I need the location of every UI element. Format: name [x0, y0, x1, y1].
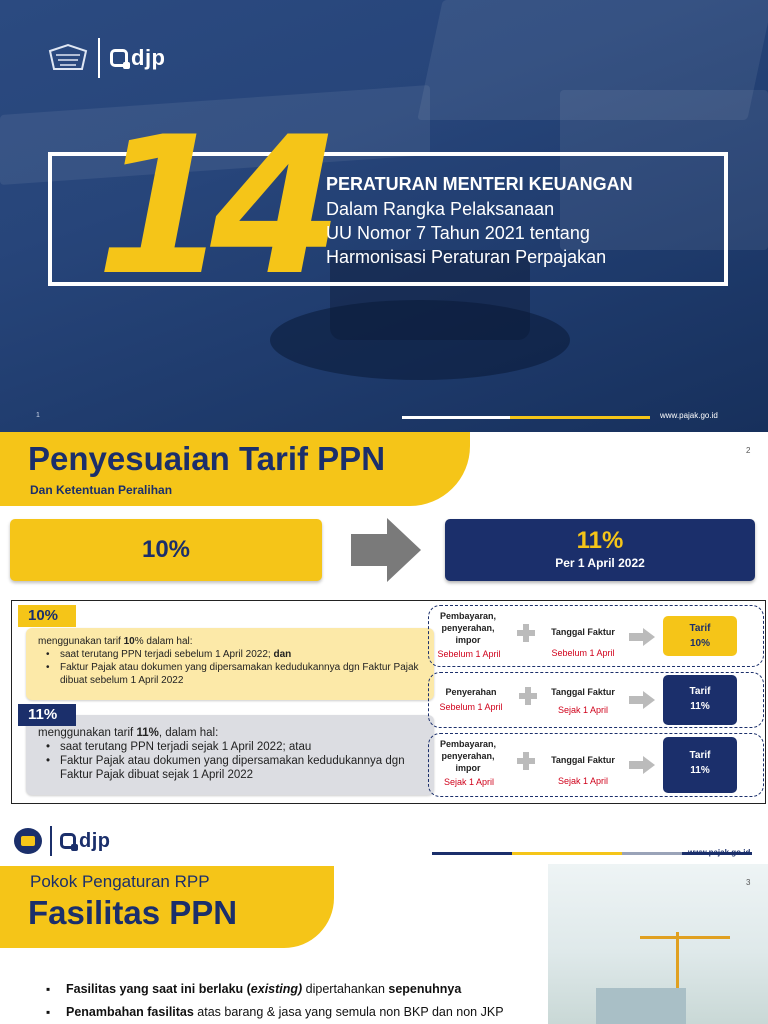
slide-title: Fasilitas PPN — [28, 894, 238, 931]
event-label: Pembayaran, penyerahan, impor — [439, 739, 497, 773]
faktur-label: Tanggal Faktur — [551, 627, 615, 637]
rate10-label: 10% — [18, 605, 76, 627]
crane-jib — [640, 936, 730, 939]
tarif-badge: Tarif 11% — [663, 737, 737, 793]
djp-mark-icon — [110, 49, 128, 67]
event-label: Penyerahan — [445, 687, 497, 697]
faktur-when: Sebelum 1 April — [551, 648, 615, 658]
faktur-label: Tanggal Faktur — [551, 687, 615, 697]
slide-title: Penyesuaian Tarif PPN — [28, 440, 386, 477]
djp-logo-text: djp — [79, 829, 111, 852]
plus-icon — [519, 687, 537, 705]
faktur-label: Tanggal Faktur — [551, 755, 615, 765]
plus-icon — [517, 752, 535, 770]
footer-url[interactable]: www.pajak.go.id — [660, 411, 718, 420]
rate10-bullet: • Faktur Pajak atau dokumen yang dipersamakan kedudukannya dgn Faktur Pajak dibuat sebelum 1 April 2022 — [38, 661, 434, 687]
arrow-right-icon — [629, 628, 655, 646]
page-number: 2 — [746, 446, 751, 455]
djp-logo-text: djp — [131, 45, 166, 70]
cover-title — [326, 174, 726, 269]
cover-slide — [0, 0, 768, 432]
facility-bullet: ▪ Penambahan fasilitas atas barang & jasa yang semula non BKP dan non JKP — [46, 1005, 546, 1019]
event-when: Sebelum 1 April — [437, 649, 501, 659]
event-when: Sejak 1 April — [443, 777, 495, 787]
details-panel — [11, 600, 766, 804]
faktur-when: Sejak 1 April — [557, 705, 609, 715]
new-rate-date: Per 1 April 2022 — [555, 556, 645, 570]
new-rate-value: 11% — [576, 527, 624, 554]
rule-row — [428, 672, 764, 728]
fasilitas-ppn-slide — [0, 812, 768, 1024]
arrow-right-icon — [629, 691, 655, 709]
ministry-emblem-icon — [14, 828, 42, 854]
djp-logo — [60, 830, 111, 853]
facility-bullet: ▪ Fasilitas yang saat ini berlaku (existing) dipertahankan sepenuhnya — [46, 982, 546, 996]
plus-icon — [517, 624, 535, 642]
rate10-intro: menggunakan tarif 10% dalam hal: — [38, 636, 193, 647]
rate11-intro: menggunakan tarif 11%, dalam hal: — [38, 727, 219, 739]
page-number: 3 — [746, 878, 751, 887]
header-logo — [14, 824, 111, 858]
footer-bar — [402, 416, 650, 419]
rate10-text — [38, 635, 434, 687]
logo-divider — [98, 38, 100, 78]
cover-title-line2: Dalam Rangka Pelaksanaan — [326, 199, 555, 219]
header-logo — [46, 36, 166, 80]
right-arrow-icon — [351, 518, 421, 582]
arrow-right-icon — [629, 756, 655, 774]
big-number: 14 — [96, 96, 325, 317]
rate11-bullet: • Faktur Pajak atau dokumen yang dipersamakan kedudukannya dgn Faktur Pajak dibuat sejak 1 April 2022 — [38, 754, 434, 782]
header-url[interactable]: www.pajak.go.id — [688, 848, 751, 857]
event-when: Sebelum 1 April — [439, 702, 503, 712]
cover-title-line1: PERATURAN MENTERI KEUANGAN — [326, 174, 633, 194]
facility-list — [46, 982, 546, 1024]
rule-row — [428, 605, 764, 667]
slide-subtitle: Dan Ketentuan Peralihan — [30, 483, 173, 497]
rate11-text — [38, 726, 434, 782]
cover-title-line3: UU Nomor 7 Tahun 2021 tentang — [326, 223, 590, 243]
rate11-label: 11% — [18, 704, 76, 726]
old-rate-box: 10% — [10, 519, 322, 581]
tarif-badge: Tarif 11% — [663, 675, 737, 725]
page-number: 1 — [36, 412, 40, 419]
rate11-bullet: • saat terutang PPN terjadi sejak 1 April 2022; atau — [38, 740, 434, 754]
building-shape — [596, 988, 686, 1024]
djp-mark-icon — [60, 833, 76, 849]
tarif-ppn-slide — [0, 432, 768, 812]
djp-logo — [110, 45, 166, 71]
rate10-bullet: • saat terutang PPN terjadi sebelum 1 April 2022; dan — [38, 648, 434, 661]
ministry-emblem-icon — [46, 41, 90, 75]
new-rate-box — [445, 519, 755, 581]
cover-title-line4: Harmonisasi Peraturan Perpajakan — [326, 247, 607, 267]
tarif-badge: Tarif 10% — [663, 616, 737, 656]
rule-row — [428, 733, 764, 797]
faktur-when: Sejak 1 April — [557, 776, 609, 786]
logo-divider — [50, 826, 52, 856]
slide-subtitle: Pokok Pengaturan RPP — [30, 872, 210, 891]
event-label: Pembayaran, penyerahan, impor — [439, 611, 497, 645]
